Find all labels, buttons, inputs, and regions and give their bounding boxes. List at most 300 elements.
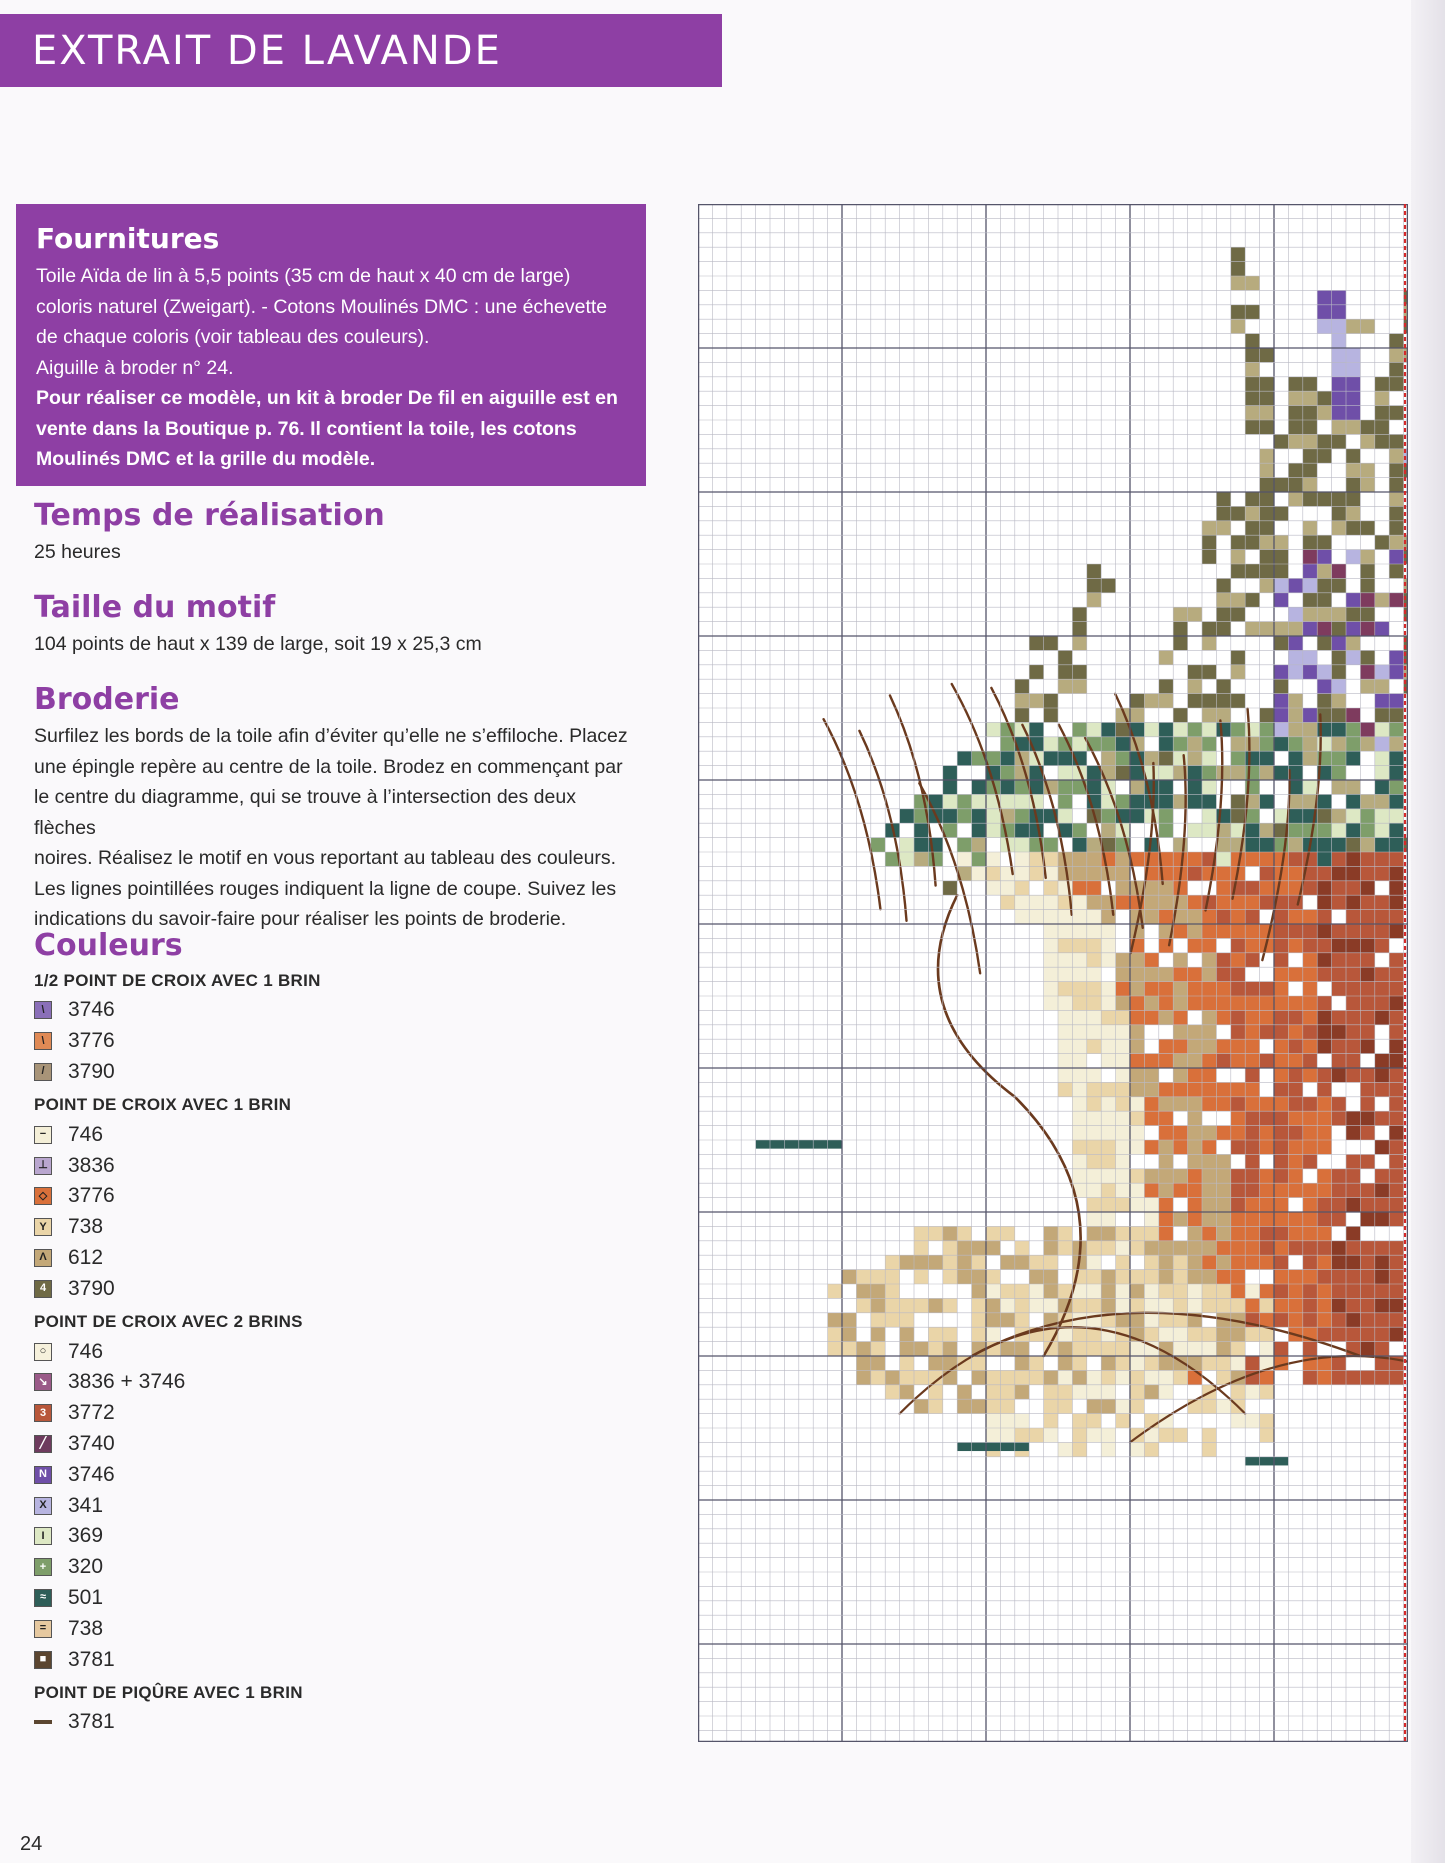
legend-item (34, 1552, 634, 1583)
stitch-cell (1274, 708, 1288, 722)
stitch-cell (1159, 1097, 1173, 1111)
stitch-cell (1231, 1226, 1245, 1240)
stitch-cell (1058, 1342, 1072, 1356)
stitch-cell (1231, 938, 1245, 952)
stitch-cell (1245, 852, 1259, 866)
stitch-cell (1332, 823, 1346, 837)
stitch-cell (1173, 1270, 1187, 1284)
stitch-cell (986, 1327, 1000, 1341)
stitch-cell (1202, 737, 1216, 751)
stitch-cell (1130, 1140, 1144, 1154)
color-swatch: ↘ (34, 1373, 52, 1391)
stitch-cell (1202, 1039, 1216, 1053)
stitch-cell (1058, 1356, 1072, 1370)
stitch-cell (1303, 1126, 1317, 1140)
stitch-cell (1130, 1270, 1144, 1284)
stitch-cell (1346, 1111, 1360, 1125)
stitch-cell (1231, 1327, 1245, 1341)
stitch-cell (1130, 1068, 1144, 1082)
stitch-cell (1015, 866, 1029, 880)
stitch-cell (1029, 910, 1043, 924)
stitch-cell (1389, 492, 1403, 506)
stitch-cell (1375, 622, 1389, 636)
stitch-cell (1346, 794, 1360, 808)
stitch-cell (1202, 1025, 1216, 1039)
stitch-cell (1216, 1255, 1230, 1269)
stitch-cell (1072, 823, 1086, 837)
stitch-cell (1130, 1241, 1144, 1255)
stitch-cell (1303, 967, 1317, 981)
stitch-cell (1360, 1241, 1374, 1255)
stitch-cell (1288, 1183, 1302, 1197)
stitch-cell (1274, 578, 1288, 592)
legend-item (34, 1273, 634, 1304)
stitch-cell (1144, 1241, 1158, 1255)
stitch-cell (1317, 1241, 1331, 1255)
stitch-cell (1288, 1097, 1302, 1111)
stitch-cell (1375, 1010, 1389, 1024)
color-swatch: ■ (34, 1651, 52, 1669)
stitch-cell (1389, 1183, 1403, 1197)
stitch-cell (1332, 1255, 1346, 1269)
stitch-cell (1346, 967, 1360, 981)
stitch-cell (1360, 722, 1374, 736)
stitch-cell (1044, 1241, 1058, 1255)
stitch-cell (1332, 694, 1346, 708)
legend-item (34, 1367, 634, 1398)
stitch-cell (828, 1313, 842, 1327)
stitch-cell (1332, 334, 1346, 348)
stitch-cell (1389, 506, 1403, 520)
stitch-cell (1231, 737, 1245, 751)
stitch-cell (1188, 1198, 1202, 1212)
stitch-cell (957, 794, 971, 808)
color-swatch: ◇ (34, 1187, 52, 1205)
dmc-code: 3772 (68, 1401, 115, 1425)
stitch-cell (943, 881, 957, 895)
stitch-cell (1231, 1097, 1245, 1111)
stitch-cell (1101, 1183, 1115, 1197)
stitch-cell (1360, 1255, 1374, 1269)
stitch-cell (914, 1298, 928, 1312)
stitch-cell (1288, 866, 1302, 880)
legend-item (34, 1459, 634, 1490)
stitch-cell (1101, 1169, 1115, 1183)
stitch-cell (1389, 1169, 1403, 1183)
stitch-cell (1375, 996, 1389, 1010)
stitch-cell (1274, 1255, 1288, 1269)
stitch-cell (1116, 1068, 1130, 1082)
stitch-cell (1087, 866, 1101, 880)
stitch-cell (1274, 1097, 1288, 1111)
stitch-cell (1346, 722, 1360, 736)
stitch-cell (957, 1385, 971, 1399)
stitch-cell (1303, 1097, 1317, 1111)
stitch-cell (1317, 967, 1331, 981)
stitch-cell (885, 1370, 899, 1384)
stitch-cell (1346, 1284, 1360, 1298)
stitch-cell (928, 1385, 942, 1399)
stitch-cell (957, 852, 971, 866)
time-section (34, 498, 385, 568)
stitch-cell (1101, 924, 1115, 938)
stitch-cell (885, 1255, 899, 1269)
stitch-cell (986, 852, 1000, 866)
stitch-cell (1101, 751, 1115, 765)
stitch-cell (1216, 881, 1230, 895)
stitch-cell (1303, 737, 1317, 751)
stitch-cell (1245, 982, 1259, 996)
stitch-cell (1317, 694, 1331, 708)
stitch-cell (986, 1313, 1000, 1327)
stitch-cell (1173, 924, 1187, 938)
legend-item (34, 1583, 634, 1614)
stitch-cell (1260, 578, 1274, 592)
stitch-cell (1231, 751, 1245, 765)
legend-item (34, 995, 634, 1026)
stitch-cell (900, 1298, 914, 1312)
stitch-cell (1346, 1068, 1360, 1082)
stitch-cell (1015, 1342, 1029, 1356)
stitch-cell (1058, 1370, 1072, 1384)
stitch-cell (972, 866, 986, 880)
stitch-cell (986, 1270, 1000, 1284)
stitch-cell (1101, 722, 1115, 736)
stitch-cell (1072, 722, 1086, 736)
stitch-cell (928, 1255, 942, 1269)
stitch-cell (1144, 1169, 1158, 1183)
stitch-cell (1375, 866, 1389, 880)
stitch-cell (1274, 1154, 1288, 1168)
stitch-cell (957, 1241, 971, 1255)
stitch-cell (1260, 449, 1274, 463)
stitch-cell (1188, 823, 1202, 837)
stitch-cell (1173, 1342, 1187, 1356)
stitch-cell (1202, 1356, 1216, 1370)
stitch-cell (1144, 953, 1158, 967)
stitch-cell (1317, 924, 1331, 938)
stitch-cell (986, 1284, 1000, 1298)
stitch-cell (1202, 823, 1216, 837)
stitch-cell (1317, 1169, 1331, 1183)
stitch-cell (1216, 967, 1230, 981)
stitch-cell (1159, 881, 1173, 895)
color-swatch: N (34, 1466, 52, 1484)
stitch-cell (1029, 1255, 1043, 1269)
stitch-cell (1360, 1298, 1374, 1312)
stitch-cell (957, 1255, 971, 1269)
stitch-cell (1101, 1298, 1115, 1312)
stitch-cell (1346, 708, 1360, 722)
stitch-cell (1044, 938, 1058, 952)
stitch-cell (1360, 838, 1374, 852)
embroidery-section (34, 682, 634, 935)
stitch-cell (1332, 434, 1346, 448)
stitch-cell (1044, 881, 1058, 895)
stitch-cell (1202, 938, 1216, 952)
stitch-cell (1245, 722, 1259, 736)
stitch-cell (1058, 1054, 1072, 1068)
stitch-cell (1245, 996, 1259, 1010)
stitch-cell (1346, 780, 1360, 794)
stitch-cell (1159, 823, 1173, 837)
stitch-cell (1159, 737, 1173, 751)
kit-line: Moulinés DMC et la grille du modèle. (36, 448, 376, 470)
stitch-cell (1202, 1255, 1216, 1269)
stitch-cell (1260, 1126, 1274, 1140)
stitch-cell (828, 1284, 842, 1298)
stitch-cell (1015, 1284, 1029, 1298)
stitch-cell (1260, 521, 1274, 535)
stitch-cell (1144, 895, 1158, 909)
stitch-cell (1101, 1154, 1115, 1168)
stitch-cell (1274, 1212, 1288, 1226)
stitch-cell (1389, 521, 1403, 535)
stitch-cell (1188, 1241, 1202, 1255)
color-swatch: = (34, 1620, 52, 1638)
stitch-cell (1332, 924, 1346, 938)
stitch-cell (1087, 1097, 1101, 1111)
legend-group (34, 967, 634, 1087)
stitch-cell (1245, 1385, 1259, 1399)
stitch-cell (1346, 1226, 1360, 1240)
stitch-cell (1346, 1327, 1360, 1341)
stitch-cell (1317, 550, 1331, 564)
stitch-cell (1101, 938, 1115, 952)
stitch-cell (986, 1241, 1000, 1255)
stitch-cell (1317, 1270, 1331, 1284)
stitch-cell (1303, 910, 1317, 924)
embroidery-heading: Broderie (34, 682, 180, 717)
stitch-cell (1159, 1154, 1173, 1168)
stitch-cell (1202, 1212, 1216, 1226)
stitch-cell (1346, 996, 1360, 1010)
legend-item (34, 1181, 634, 1212)
stitch-cell (1332, 809, 1346, 823)
stitch-cell (972, 780, 986, 794)
stitch-cell (1159, 794, 1173, 808)
stitch-cell (1231, 1198, 1245, 1212)
stitch-cell (1375, 1370, 1389, 1384)
stitch-cell (1231, 1241, 1245, 1255)
stitch-cell (1288, 838, 1302, 852)
stitch-cell (1288, 1270, 1302, 1284)
stitch-cell (1303, 982, 1317, 996)
stitch-cell (1389, 996, 1403, 1010)
stitch-cell (1360, 1313, 1374, 1327)
stitch-cell (1375, 535, 1389, 549)
stitch-cell (1288, 478, 1302, 492)
stitch-cell (914, 823, 928, 837)
stitch-cell (1389, 881, 1403, 895)
stitch-cell (1216, 1154, 1230, 1168)
stitch-cell (943, 1270, 957, 1284)
stitch-cell (1389, 593, 1403, 607)
stitch-cell (1202, 953, 1216, 967)
stitch-cell (1029, 1370, 1043, 1384)
stitch-cell (1231, 1284, 1245, 1298)
stitch-cell (928, 1399, 942, 1413)
stitch-cell (1260, 463, 1274, 477)
stitch-cell (1245, 593, 1259, 607)
stitch-cell (1317, 1327, 1331, 1341)
stitch-cell (1072, 953, 1086, 967)
embroidery-line: Les lignes pointillées rouges indiquent la ligne de coupe. Suivez les (34, 877, 617, 900)
stitch-cell (1130, 809, 1144, 823)
stitch-cell (1389, 1298, 1403, 1312)
stitch-cell (1159, 1126, 1173, 1140)
stitch-cell (1188, 1039, 1202, 1053)
stitch-cell (1173, 722, 1187, 736)
stitch-cell (1360, 1126, 1374, 1140)
stitch-cell (1101, 1039, 1115, 1053)
stitch-cell (1317, 1212, 1331, 1226)
stitch-cell (1274, 1140, 1288, 1154)
stitch-cell (1072, 1385, 1086, 1399)
stitch-cell (900, 1313, 914, 1327)
stitch-cell (1389, 478, 1403, 492)
stitch-cell (1332, 1212, 1346, 1226)
stitch-cell (1015, 1298, 1029, 1312)
stitch-cell (1072, 1356, 1086, 1370)
stitch-cell (871, 1298, 885, 1312)
stitch-cell (1245, 1284, 1259, 1298)
stitch-cell (1389, 838, 1403, 852)
stitch-cell (1116, 852, 1130, 866)
stitch-cell (1087, 722, 1101, 736)
legend-group (34, 1308, 634, 1675)
stitch-cell (1274, 1010, 1288, 1024)
stitch-cell (972, 1370, 986, 1384)
stitch-cell (1360, 866, 1374, 880)
stitch-cell (1202, 550, 1216, 564)
stitch-cell (1389, 1025, 1403, 1039)
stitch-cell (1058, 924, 1072, 938)
stitch-cell (1375, 1198, 1389, 1212)
stitch-cell (1058, 650, 1072, 664)
stitch-cell (1216, 852, 1230, 866)
stitch-cell (1260, 996, 1274, 1010)
stitch-cell (1360, 1212, 1374, 1226)
stitch-cell (1087, 910, 1101, 924)
stitch-cell (1044, 924, 1058, 938)
stitch-cell (1303, 1241, 1317, 1255)
stitch-cell (1245, 1198, 1259, 1212)
stitch-cell (1317, 1126, 1331, 1140)
stitch-cell (1116, 1414, 1130, 1428)
stitch-cell (1332, 1010, 1346, 1024)
stitch-cell (1317, 722, 1331, 736)
stitch-cell (871, 1370, 885, 1384)
stitch-cell (1202, 1097, 1216, 1111)
stitch-cell (1159, 1140, 1173, 1154)
stitch-cell (1202, 996, 1216, 1010)
stitch-cell (1245, 1111, 1259, 1125)
stitch-cell (1231, 1183, 1245, 1197)
stitch-cell (1375, 694, 1389, 708)
stitch-cell (1303, 1212, 1317, 1226)
stitch-cell (1116, 1039, 1130, 1053)
stitch-cell (1274, 982, 1288, 996)
stitch-cell (1288, 1010, 1302, 1024)
stitch-cell (1360, 650, 1374, 664)
stitch-cell (1288, 737, 1302, 751)
stitch-cell (1159, 996, 1173, 1010)
stitch-cell (1159, 1255, 1173, 1269)
stitch-cell (1144, 1183, 1158, 1197)
stitch-cell (1130, 1356, 1144, 1370)
dmc-code: 3836 + 3746 (68, 1370, 186, 1394)
stitch-cell (1144, 1270, 1158, 1284)
stitch-cell (1245, 1414, 1259, 1428)
stitch-cell (1188, 1111, 1202, 1125)
stitch-cell (1159, 1241, 1173, 1255)
embroidery-text (34, 721, 634, 935)
stitch-cell (1202, 1284, 1216, 1298)
stitch-cell (1389, 967, 1403, 981)
stitch-cell (972, 1255, 986, 1269)
dmc-code: 3776 (68, 1184, 115, 1208)
stitch-cell (1159, 1054, 1173, 1068)
stitch-cell (1101, 1097, 1115, 1111)
stitch-cell (1231, 1270, 1245, 1284)
stitch-cell (1130, 794, 1144, 808)
stitch-cell (1375, 1298, 1389, 1312)
stitch-cell (1188, 722, 1202, 736)
stitch-cell (1303, 1226, 1317, 1240)
stitch-cell (986, 1428, 1000, 1442)
stitch-cell (1159, 1212, 1173, 1226)
stitch-cell (1375, 1342, 1389, 1356)
stitch-cell (943, 809, 957, 823)
stitch-cell (1245, 1212, 1259, 1226)
stitch-cell (1303, 550, 1317, 564)
stitch-cell (1202, 1342, 1216, 1356)
stitch-cell (1130, 1342, 1144, 1356)
stitch-cell (943, 1255, 957, 1269)
stitch-cell (1274, 593, 1288, 607)
stitch-cell (1274, 722, 1288, 736)
stitch-cell (1116, 1169, 1130, 1183)
stitch-cell (1288, 1068, 1302, 1082)
stitch-cell (1375, 1140, 1389, 1154)
stitch-cell (1274, 1284, 1288, 1298)
stitch-cell (1130, 1126, 1144, 1140)
stitch-cell (1389, 1327, 1403, 1341)
stitch-cell (1317, 1255, 1331, 1269)
stitch-cell (1072, 1025, 1086, 1039)
stitch-cell (1072, 1111, 1086, 1125)
stitch-cell (1288, 1025, 1302, 1039)
stitch-cell (1116, 1284, 1130, 1298)
stitch-cell (1245, 838, 1259, 852)
stitch-cell (1288, 1126, 1302, 1140)
stitch-cell (1274, 1198, 1288, 1212)
stitch-cell (1159, 1298, 1173, 1312)
stitch-cell (1303, 1198, 1317, 1212)
legend-item (34, 1490, 634, 1521)
stitch-cell (1202, 766, 1216, 780)
stitch-cell (1332, 982, 1346, 996)
color-swatch (34, 1720, 52, 1724)
stitch-cell (871, 1270, 885, 1284)
stitch-cell (1044, 1226, 1058, 1240)
stitch-cell (1375, 938, 1389, 952)
stitch-cell (1087, 924, 1101, 938)
stitch-cell (1303, 478, 1317, 492)
stitch-cell (1303, 463, 1317, 477)
stitch-cell (1360, 622, 1374, 636)
